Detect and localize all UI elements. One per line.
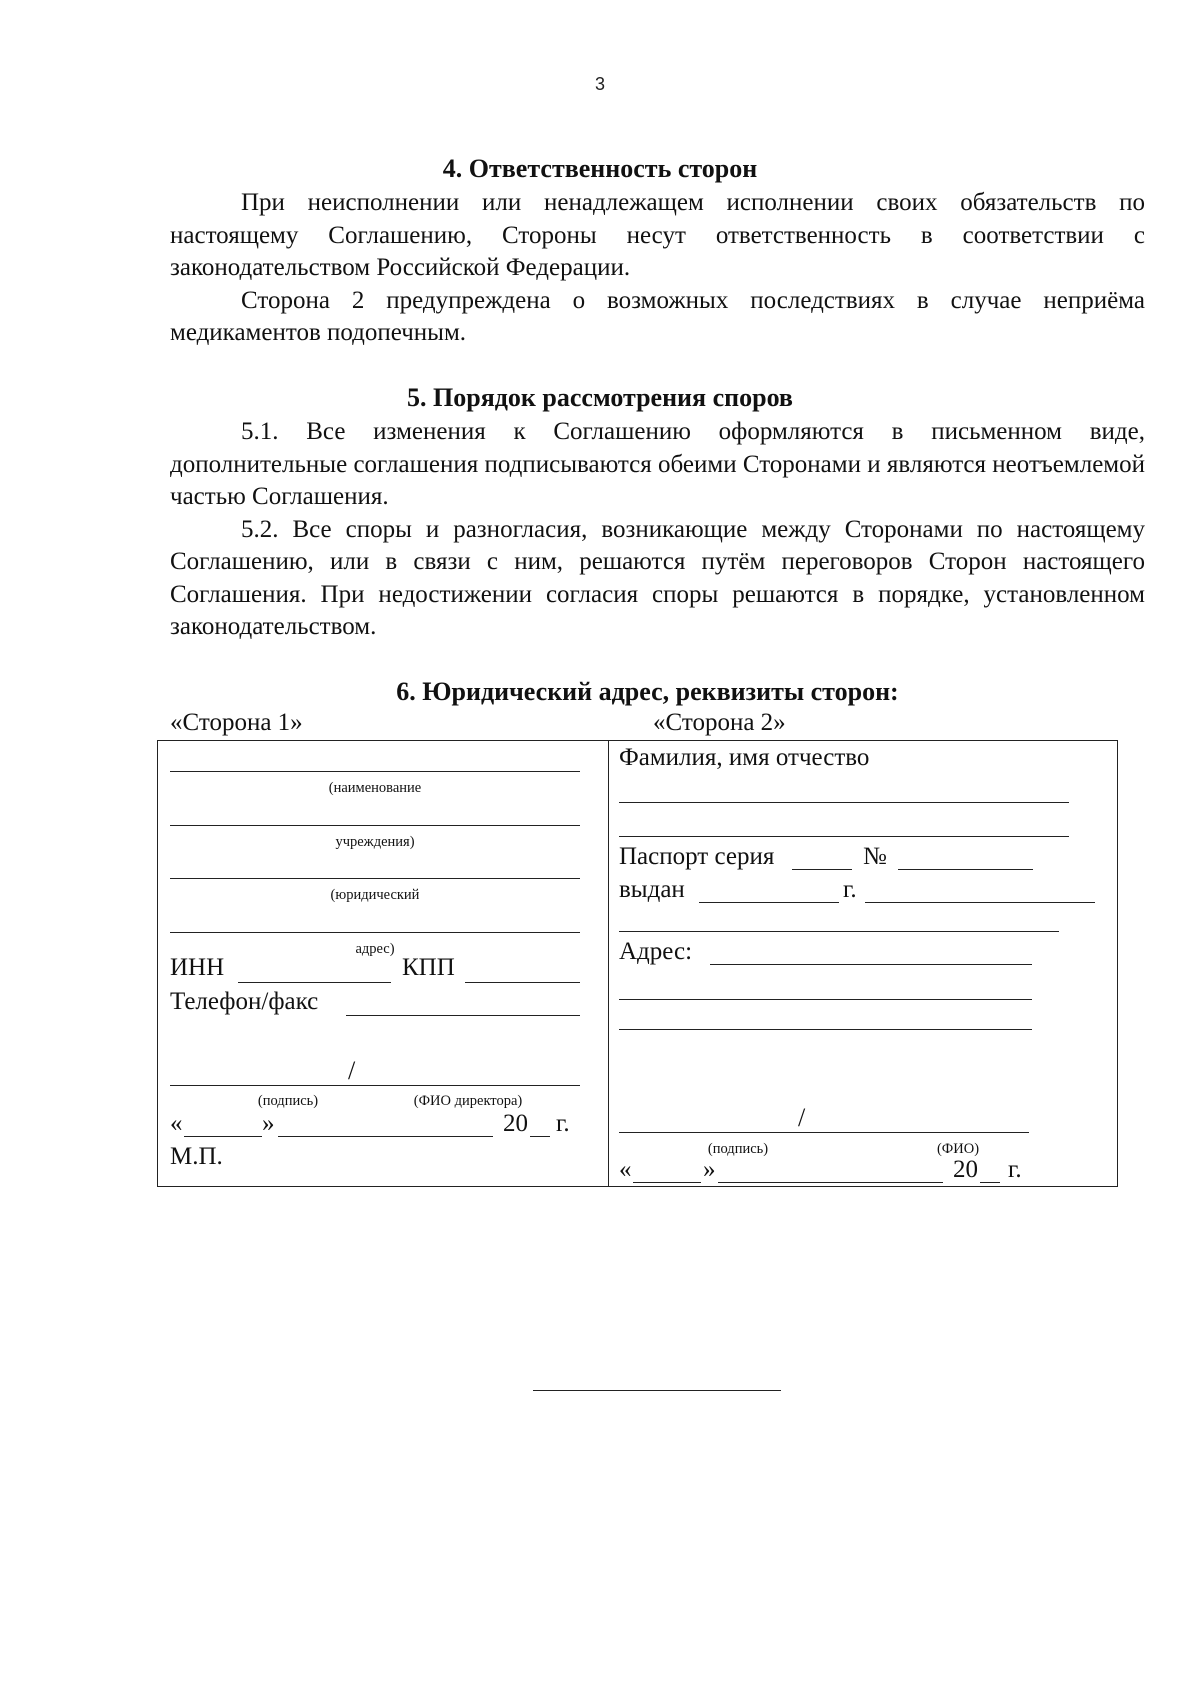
section-6-heading: 6. Юридический адрес, реквизиты сторон: [396,677,899,706]
hint-institution: учреждения) [335,834,415,850]
phone-label: Телефон/факс [170,988,319,1015]
page-number: 3 [594,74,605,94]
institution-line [170,825,580,826]
fio-line-2[interactable] [619,836,1069,837]
party-2-year-prefix: 20 [953,1156,978,1183]
kpp-field[interactable] [465,982,580,983]
passport-series-field[interactable] [792,869,852,870]
hint-signature: (подпись) [257,1093,319,1109]
party-1-title: «Сторона 1» [170,709,303,736]
issued-line-2[interactable] [619,931,1059,932]
section-4-heading: 4. Ответственность сторон [442,154,758,183]
party-2-signature-line[interactable] [619,1132,1029,1133]
address-field-3[interactable] [619,1029,1032,1030]
hint-legal: (юридический [330,887,420,903]
passport-number-field[interactable] [898,869,1033,870]
party-2-signature-slash: / [798,1103,806,1132]
year-prefix: 20 [503,1110,528,1137]
date-open-quote: « [170,1110,183,1137]
table-divider [608,741,609,1186]
date-close-quote: » [262,1110,275,1137]
party-2-title: «Сторона 2» [653,709,786,736]
section-5-paragraph-1: 5.1. Все изменения к Соглашению оформляются в письменном виде, дополнительные соглашения подписываются обеими Сторонами и являются неотъемлемой частью Соглашения. [170,418,1145,510]
issued-label: выдан [619,876,685,903]
party-2-year-suffix: г. [1008,1156,1022,1183]
section-5-heading: 5. Порядок рассмотрения споров [407,383,793,412]
party-2-date-close-quote: » [703,1156,716,1183]
legal-line [170,878,580,879]
party-2-date-open-quote: « [619,1156,632,1183]
year-field[interactable] [530,1136,550,1137]
issued-by-field[interactable] [699,902,839,903]
date-day-field[interactable] [184,1136,262,1137]
passport-label: Паспорт серия [619,843,775,870]
issued-date-field[interactable] [865,902,1095,903]
year-suffix: г. [556,1110,570,1137]
section-5-paragraph-2: 5.2. Все споры и разногласия, возникающие между Сторонами по настоящему Соглашению, или в связи с ним, решаются путём переговоров Сторон настоящего Соглашения. При недостижении согласия споры решаются в порядке, установленном законодательством. [170,515,1145,640]
inn-field[interactable] [238,982,391,983]
hint-director: (ФИО директора) [413,1093,523,1109]
section-4-paragraph-2: Сторона 2 предупреждена о возможных последствиях в случае неприёма медикаментов подопечным. [170,286,1145,346]
address-line-1 [170,932,580,933]
party-2-date-month-field[interactable] [718,1182,943,1183]
fio-label: Фамилия, имя отчество [619,744,870,771]
date-month-field[interactable] [278,1136,493,1137]
signature-slash: / [348,1056,356,1085]
address-field-1[interactable] [710,964,1032,965]
requisites-table [157,740,1118,1187]
passport-number-label: № [863,843,887,870]
party-2-year-field[interactable] [980,1182,1000,1183]
section-4-paragraph-1: При неисполнении или ненадлежащем исполнении своих обязательств по настоящему Соглашению, Стороны несут ответственность в соответствии с законодательством Российской Федерации. [170,189,1145,281]
party-2-hint-fio: (ФИО) [936,1141,980,1157]
phone-field[interactable] [346,1015,580,1016]
signature-line[interactable] [170,1085,580,1086]
hint-name: (наименование [328,780,422,796]
name-line [170,771,580,772]
party-2-date-day-field[interactable] [633,1182,701,1183]
kpp-label: КПП [402,954,455,981]
inn-label: ИНН [170,954,225,981]
section-4-body [170,187,1145,350]
party-2-hint-signature: (подпись) [707,1141,769,1157]
section-5-body [170,416,1145,644]
address-field-2[interactable] [619,999,1032,1000]
end-of-document-rule [533,1390,781,1391]
issued-year-suffix: г. [843,876,857,903]
address-label: Адрес: [619,938,693,965]
fio-line-1[interactable] [619,802,1069,803]
seal-label: М.П. [170,1143,223,1170]
hint-address: адрес) [355,941,395,957]
